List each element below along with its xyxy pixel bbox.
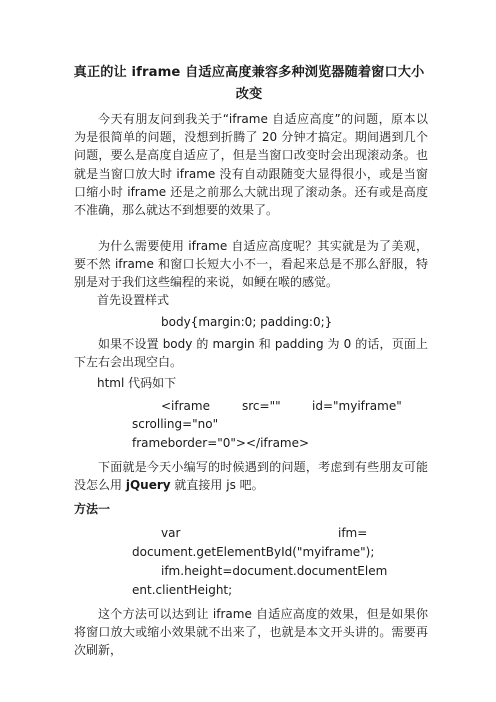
paragraph-margin: 如果不设置 body 的 margin 和 padding 为 0 的话，页面上下左右会出现空白。	[74, 337, 428, 370]
css-code-line: body{margin:0; padding:0;}	[161, 315, 333, 329]
jquery-keyword: jQuery	[125, 478, 171, 493]
js-code-token: var	[161, 526, 181, 540]
html-heading: html 代码如下	[97, 376, 177, 390]
problem-text-end: 就直接用 js 吧。	[174, 478, 264, 493]
js-code-line: document.getElementById("myiframe");	[132, 545, 375, 559]
iframe-code-token: src=""	[242, 399, 281, 413]
js-code-line: ent.clientHeight;	[132, 583, 233, 597]
js-code-token: ifm=	[338, 526, 368, 540]
style-heading: 首先设置样式	[97, 293, 170, 307]
iframe-code-line: frameborder="0"></iframe>	[132, 436, 310, 450]
paragraph-why: 为什么需要使用 iframe 自适应高度呢？其实就是为了美观，要不然 iframe 和窗口长短大小不一，看起来总是不那么舒服，特别是对于我们这些编程的来说，如鲠在喉的感觉。	[74, 239, 428, 290]
iframe-code-token: id="myiframe"	[312, 399, 402, 413]
paragraph-problem	[74, 458, 428, 494]
page-title: 真正的让 iframe 自适应高度兼容多种浏览器随着窗口大小改变	[73, 65, 425, 102]
paragraph-intro: 今天有朋友问到我关于“iframe 自适应高度”的问题，原本以为是很简单的问题，没想到折腾了 20 分钟才搞定。期间遇到几个问题，要么是高度自适应了，但是当窗口改变时会出现滚动条。也就是当窗口放大时 iframe 没有自动跟随变大显得很小，或是当窗口缩小时 iframe 还是之前那么大就出现了滚动条。还有或是高度不准确，那么就达不到想要的效果了。	[74, 112, 428, 218]
js-code-line: ifm.height=document.documentElem	[161, 564, 388, 578]
paragraph-method-note: 这个方法可以达到让 iframe 自适应高度的效果，但是如果你将窗口放大或缩小效果就不出来了，也就是本文开头讲的。需要再次刷新，	[74, 607, 428, 658]
method-one-heading: 方法一	[74, 502, 111, 516]
iframe-code-token: <iframe	[161, 399, 210, 413]
iframe-code-line: scrolling="no"	[132, 417, 219, 431]
problem-text: 下面就是今天小编写的时候遇到的问题，考虑到有些朋友可能没怎么用	[74, 460, 428, 493]
